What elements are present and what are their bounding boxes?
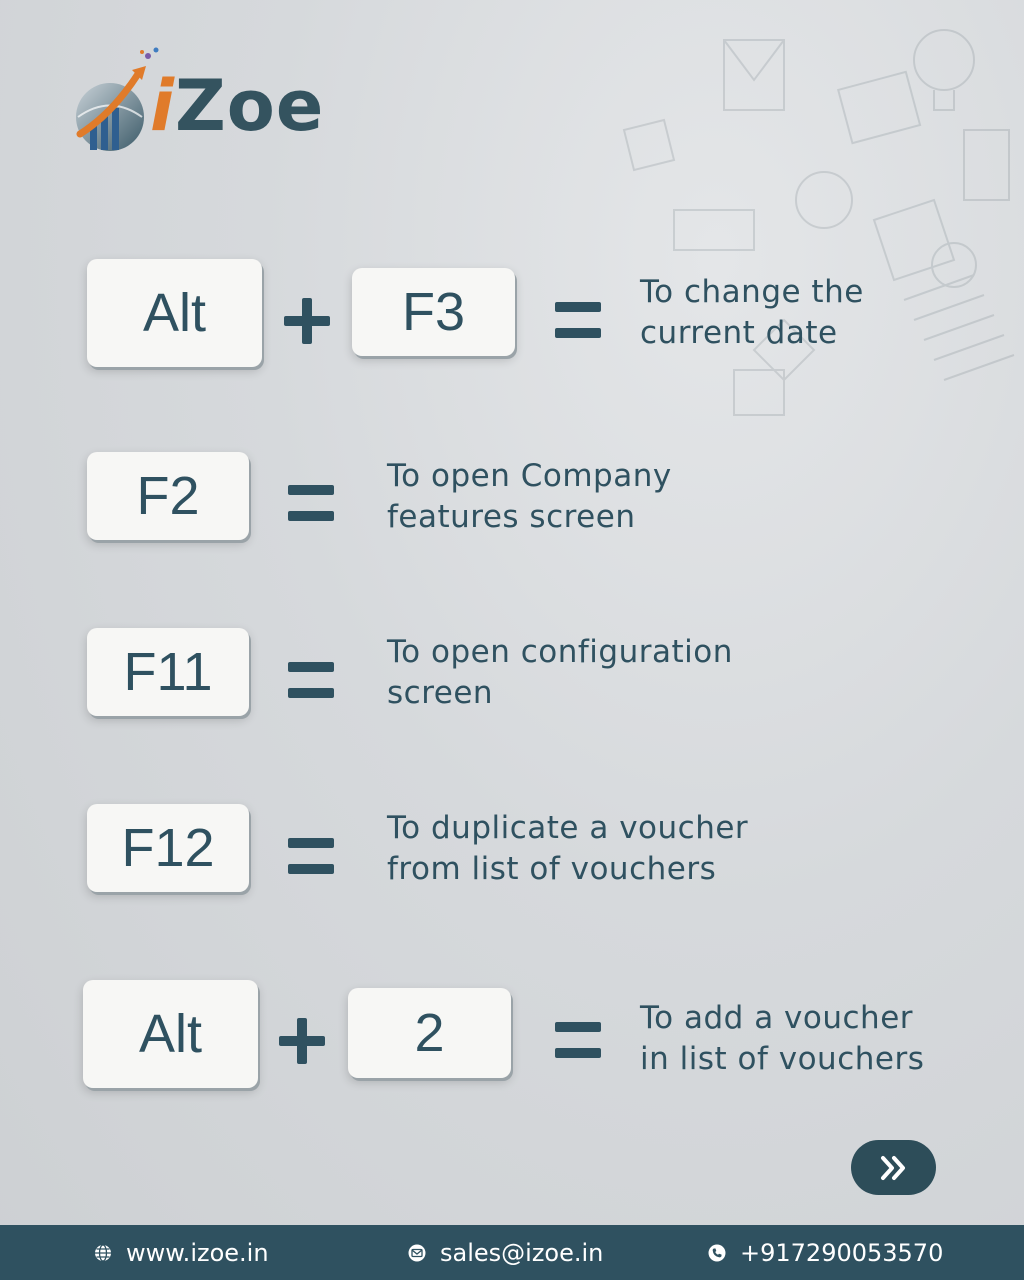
key-f12: F12 [87,804,249,892]
globe-icon [94,1244,112,1262]
mail-icon [408,1244,426,1262]
logo-wordmark: iZoe [150,65,325,147]
phone-icon [708,1244,726,1262]
footer-website[interactable]: www.izoe.in [94,1225,269,1280]
footer-phone[interactable]: +917290053570 [708,1225,943,1280]
equals-sign [555,302,601,338]
shortcut-description: To open configuration screen [387,634,733,711]
footer-bar [0,1225,1024,1280]
next-button[interactable] [851,1140,936,1195]
double-chevron-right-icon [879,1155,909,1181]
key-f11: F11 [87,628,249,716]
shortcut-description: To change the current date [640,274,864,351]
equals-sign [555,1022,601,1058]
shortcut-description: To open Company features screen [387,458,672,535]
footer-email[interactable]: sales@izoe.in [408,1225,603,1280]
equals-sign [288,662,334,698]
plus-sign [279,1018,325,1064]
key-alt: Alt [87,259,262,367]
background-sketch-decoration [584,0,1024,470]
shortcut-description: To add a voucher in list of vouchers [640,1000,925,1077]
logo-globe-icon [72,44,162,164]
key-f2: F2 [87,452,249,540]
izoe-logo [72,44,342,164]
key-f3: F3 [352,268,515,356]
equals-sign [288,838,334,874]
equals-sign [288,485,334,521]
shortcut-description: To duplicate a voucher from list of vouchers [387,810,749,887]
plus-sign [284,298,330,344]
key-2: 2 [348,988,511,1078]
key-alt: Alt [83,980,258,1088]
